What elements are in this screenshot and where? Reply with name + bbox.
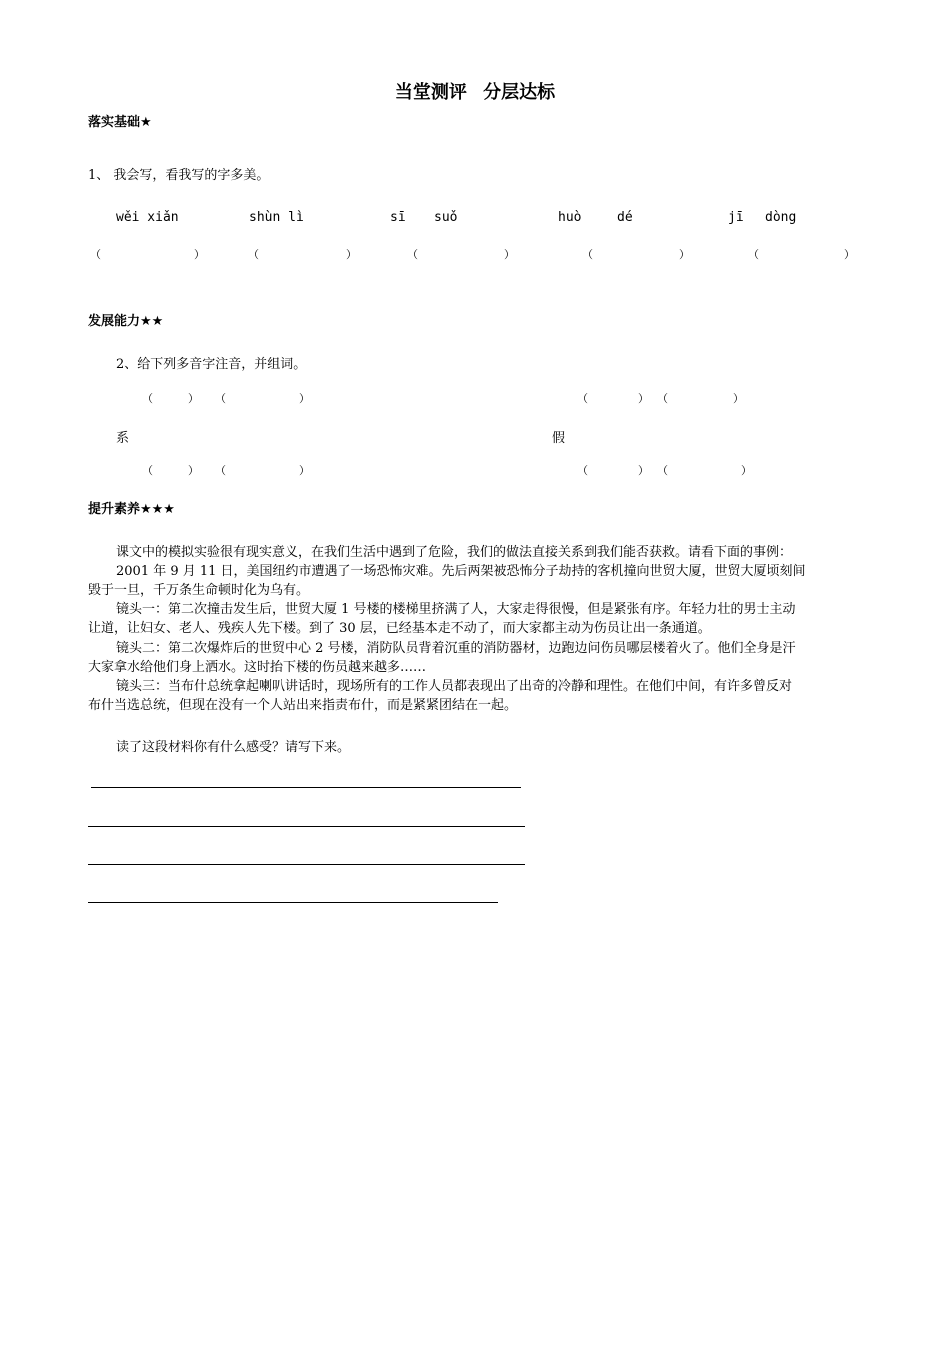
passage-line: 镜头二：第二次爆炸后的世贸中心 2 号楼，消防队员背着沉重的消防器材，边跑边问伤员哪层楼着火了。他们全身是汗 [116,641,796,656]
close-paren: ） [188,392,199,405]
passage-line: 让道，让妇女、老人、残疾人先下楼。到了 30 层，已经基本走不动了，而大家都主动为伤员让出一条通道。 [88,621,711,636]
polyphone-char-2: 假 [552,431,566,446]
pinyin-1: wěi xiǎn [116,210,179,225]
open-paren: （ [142,392,153,405]
passage-line: 镜头一：第二次撞击发生后，世贸大厦 1 号楼的楼梯里挤满了人，大家走得很慢，但是紧张有序。年轻力壮的男士主动 [116,602,796,617]
passage-line: 镜头三：当布什总统拿起喇叭讲话时，现场所有的工作人员都表现出了出奇的冷静和理性。在他们中间，有许多曾反对 [116,679,793,694]
close-paren: ） [679,248,690,261]
section-develop-heading: 发展能力★★ [88,314,164,329]
close-paren: ） [299,392,310,405]
open-paren: （ [215,392,226,405]
close-paren: ） [638,464,649,477]
open-paren: （ [407,248,418,261]
polyphone-char-1: 系 [116,431,130,446]
pinyin-4a: huò [558,210,582,225]
close-paren: ） [741,464,752,477]
pinyin-3a: sī [390,210,406,225]
open-paren: （ [215,464,226,477]
open-paren: （ [577,392,588,405]
close-paren: ） [504,248,515,261]
pinyin-3b: suǒ [434,210,458,225]
close-paren: ） [346,248,357,261]
page-title: 当堂测评 分层达标 [394,82,556,103]
open-paren: （ [657,464,668,477]
writing-prompt: 读了这段材料你有什么感受？请写下来。 [116,740,351,755]
open-paren: （ [248,248,259,261]
section-basic-heading: 落实基础★ [88,115,152,130]
answer-line-2[interactable] [88,826,525,827]
passage-line: 2001 年 9 月 11 日，美国纽约市遭遇了一场恐怖灾难。先后两架被恐怖分子劫持的客机撞向世贸大厦，世贸大厦顷刻间 [116,564,806,579]
open-paren: （ [90,248,101,261]
answer-line-3[interactable] [88,864,525,865]
passage-line: 课文中的模拟实验很有现实意义，在我们生活中遇到了危险，我们的做法直接关系到我们能否获救。请看下面的事例： [116,545,793,560]
pinyin-2: shùn lì [249,210,304,225]
passage-line: 布什当选总统，但现在没有一个人站出来指责布什，而是紧紧团结在一起。 [88,698,518,713]
section-improve-heading: 提升素养★★★ [88,502,175,517]
answer-line-1[interactable] [91,787,521,788]
close-paren: ） [844,248,855,261]
pinyin-5a: jī [728,210,744,225]
close-paren: ） [188,464,199,477]
close-paren: ） [733,392,744,405]
pinyin-4b: dé [617,210,633,225]
close-paren: ） [194,248,205,261]
open-paren: （ [577,464,588,477]
close-paren: ） [299,464,310,477]
open-paren: （ [582,248,593,261]
open-paren: （ [142,464,153,477]
passage-line: 大家拿水给他们身上洒水。这时抬下楼的伤员越来越多…… [88,660,427,675]
question-2-prompt: 2、给下列多音字注音，并组词。 [116,357,307,372]
passage-line: 毁于一旦，千万条生命顿时化为乌有。 [88,583,310,598]
close-paren: ） [638,392,649,405]
answer-line-4[interactable] [88,902,498,903]
question-1-prompt: 1、 我会写，看我写的字多美。 [88,168,270,183]
open-paren: （ [748,248,759,261]
open-paren: （ [657,392,668,405]
pinyin-5b: dòng [765,210,797,225]
